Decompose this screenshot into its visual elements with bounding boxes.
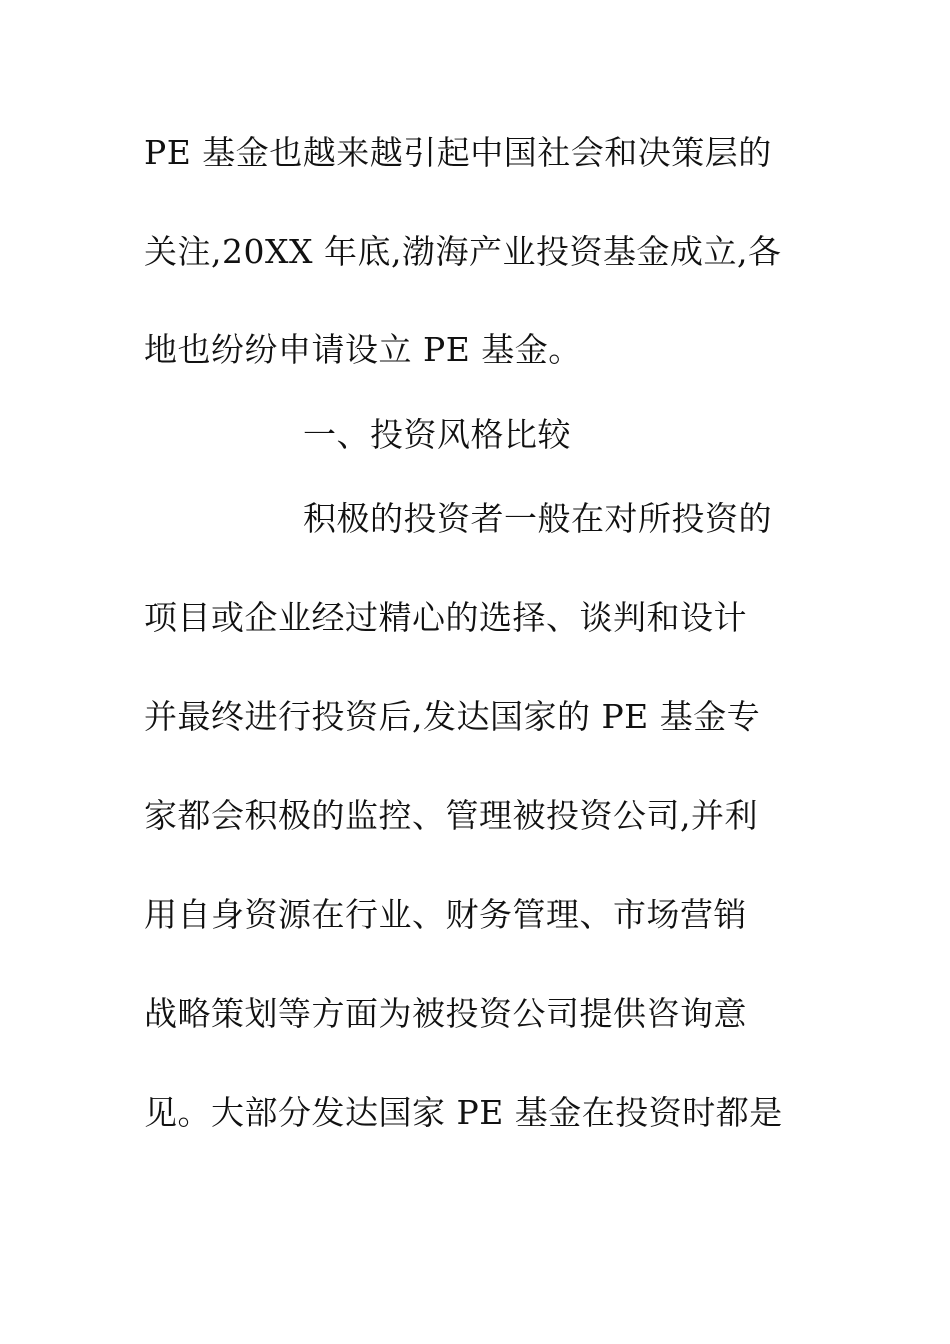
body-line-5: 用自身资源在行业、财务管理、市场营销 — [144, 895, 747, 934]
body-line-3: 并最终进行投资后,发达国家的 PE 基金专 — [144, 697, 761, 736]
intro-line-3: 地也纷纷申请设立 PE 基金。 — [144, 330, 582, 369]
body-line-6: 战略策划等方面为被投资公司提供咨询意 — [144, 994, 747, 1033]
body-line-7: 见。大部分发达国家 PE 基金在投资时都是 — [144, 1093, 783, 1132]
intro-line-1: PE 基金也越来越引起中国社会和决策层的 — [144, 133, 772, 172]
section-heading: 一、投资风格比较 — [303, 415, 571, 454]
body-line-4: 家都会积极的监控、管理被投资公司,并利 — [144, 796, 758, 835]
body-line-2: 项目或企业经过精心的选择、谈判和设计 — [144, 598, 747, 637]
intro-line-2: 关注,20XX 年底,渤海产业投资基金成立,各 — [144, 232, 782, 271]
body-line-1: 积极的投资者一般在对所投资的 — [303, 499, 772, 538]
